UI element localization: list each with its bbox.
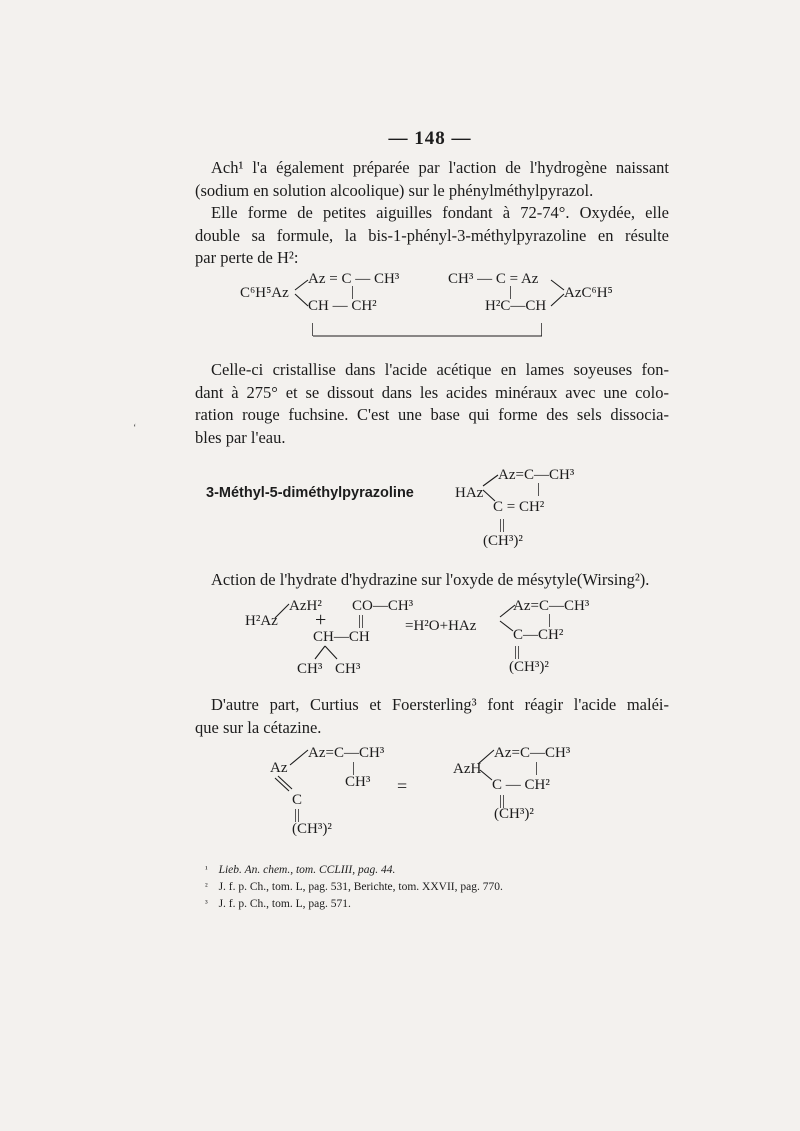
footnote-text: Lieb. An. chem., tom. CCLIII, pag. 44. (218, 864, 396, 876)
paragraph-line: bles par l'eau. (195, 427, 286, 447)
formula-text: Az=C—CH³ (513, 598, 590, 614)
formula-text: AzH² (289, 598, 322, 614)
formula-text: (CH³)² (483, 533, 523, 549)
formula-text: || (514, 644, 521, 660)
paragraph-line: D'autre part, Curtius et Foersterling³ font réagir l'acide maléi- (211, 695, 669, 714)
formula-text: C—CH² (513, 627, 564, 643)
compound-heading: 3-Méthyl-5-diméthylpyrazoline (206, 485, 414, 501)
formula-text: | (540, 321, 544, 337)
paragraph-line: (sodium en solution alcoolique) sur le phénylméthylpyrazol. (195, 180, 594, 200)
formula-text: | (548, 612, 552, 628)
footnote-mark: ¹ (205, 864, 208, 874)
paragraph-line: par perte de H²: (195, 248, 299, 267)
formula-text: | (352, 760, 356, 776)
formula-text: C — CH² (492, 777, 550, 793)
formula-text: AzH (453, 761, 482, 777)
formula-text: | (311, 321, 315, 337)
footnote-mark: ³ (205, 898, 208, 908)
paragraph-3 (211, 569, 671, 592)
formula-text: | (537, 481, 541, 497)
formula-text: CH³ (345, 774, 371, 790)
formula-text: || (499, 517, 506, 533)
stray-mark: ‘ (133, 423, 137, 434)
formula-text: | (509, 284, 513, 300)
paragraph-line: Elle forme de petites aiguilles fondant à 72-74°. Oxydée, elle (211, 203, 669, 222)
formula-text: | (535, 760, 539, 776)
footnote-text: J. f. p. Ch., tom. L, pag. 531, Berichte, tom. XXVII, pag. 770. (218, 881, 503, 893)
formula-cetazine (270, 744, 610, 844)
formula-bis-pyrazoline (240, 270, 640, 340)
footnote-mark: ² (205, 881, 208, 891)
formula-text: AzC⁶H⁵ (564, 285, 613, 301)
formula-text: CH — CH² (308, 298, 377, 314)
formula-text: CH³ — C = Az (448, 271, 539, 287)
formula-text: Az=C—CH³ (494, 745, 571, 761)
footnote (205, 879, 503, 896)
formula-text: = (397, 776, 408, 796)
paragraph-line: Action de l'hydrate d'hydrazine sur l'oxyde de mésytyle(Wirsing²). (211, 570, 650, 589)
footnote-text: J. f. p. Ch., tom. L, pag. 571. (218, 898, 351, 910)
paragraph-line: Ach¹ l'a également préparée par l'action de l'hydrogène naissant (211, 158, 669, 177)
formula-bonds (240, 270, 640, 340)
formula-text: =H²O+HAz (405, 618, 477, 634)
formula-text: CO—CH³ (352, 598, 414, 614)
paragraph-line: dant à 275° et se dissout dans les acides minéraux avec une colo- (195, 382, 669, 402)
formula-reaction (245, 597, 625, 679)
paragraph-line: que sur la cétazine. (195, 717, 322, 737)
footnote (205, 862, 503, 879)
page-number: — 148 — (388, 128, 472, 149)
paragraph-4 (195, 694, 669, 739)
paragraph-line: Celle-ci cristallise dans l'acide acétique en lames soyeuses fon- (211, 360, 669, 379)
formula-text: (CH³)² (292, 821, 332, 837)
footnotes (205, 862, 503, 913)
formula-text: Az=C—CH³ (308, 745, 385, 761)
formula-text: (CH³)² (509, 659, 549, 675)
formula-text: H²C—CH (485, 298, 547, 314)
formula-text: || (358, 613, 365, 629)
paragraph-2 (195, 359, 669, 449)
formula-text: Az (270, 760, 288, 776)
formula-text: CH—CH (313, 629, 370, 645)
formula-text: C (292, 792, 303, 808)
formula-text: C⁶H⁵Az (240, 285, 289, 301)
formula-text: C = CH² (493, 499, 545, 515)
formula-text: || (499, 793, 506, 809)
paragraph-line: double sa formule, la bis-1-phényl-3-méthylpyrazoline en résulte (195, 225, 669, 245)
formula-text: CH³ (297, 661, 323, 677)
paragraph-line: ration rouge fuchsine. C'est une base qui forme des sels dissocia- (195, 405, 669, 424)
footnote (205, 896, 503, 913)
formula-text: Az=C—CH³ (498, 467, 575, 483)
formula-text: (CH³)² (494, 806, 534, 822)
formula-text: Az = C — CH³ (308, 271, 400, 287)
formula-text: HAz (455, 485, 484, 501)
formula-text: + (315, 609, 327, 631)
paragraph-1 (195, 157, 669, 270)
formula-methylpyrazoline (455, 466, 635, 556)
formula-text: || (294, 807, 301, 823)
formula-text: | (351, 284, 355, 300)
formula-text: CH³ (335, 661, 361, 677)
formula-text: H²Az (245, 613, 278, 629)
